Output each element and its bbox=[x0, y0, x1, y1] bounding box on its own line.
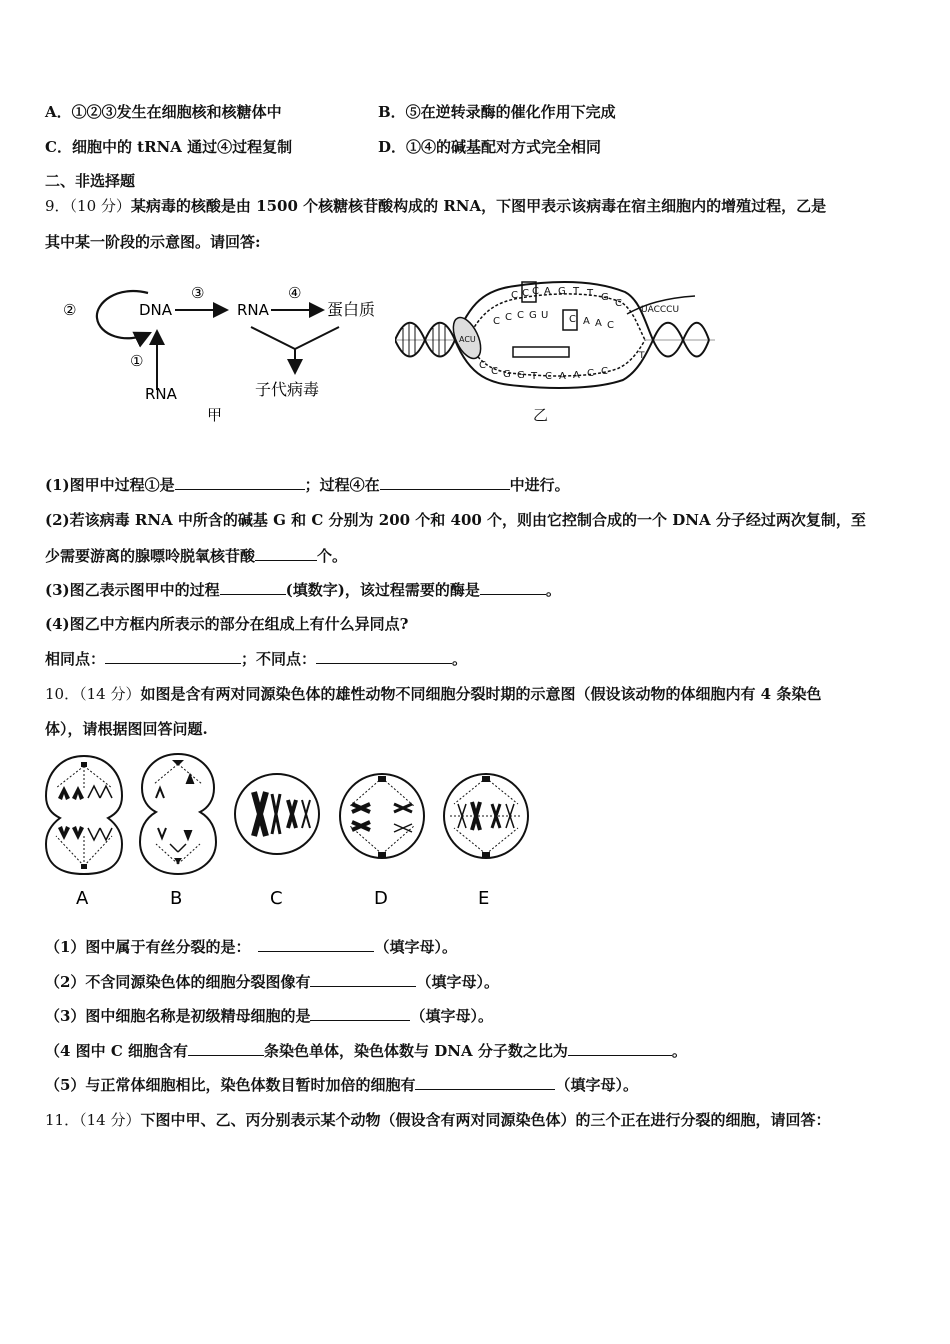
base: G bbox=[517, 370, 525, 381]
q10-sub2 bbox=[45, 972, 499, 992]
base: T bbox=[587, 288, 594, 299]
q9-sub3-c: 。 bbox=[545, 581, 561, 599]
q10-sub1 bbox=[45, 937, 457, 957]
q10-s4-b: 条染色单体，染色体数与 DNA 分子数之比为 bbox=[264, 1042, 568, 1060]
label-protein: 蛋白质 bbox=[327, 300, 376, 319]
q9-number: 9． bbox=[45, 197, 70, 215]
q9-sub1-a: (1)图甲中过程①是 bbox=[45, 476, 175, 494]
q8-option-b: B．⑤在逆转录酶的催化作用下完成 bbox=[378, 103, 616, 121]
t-base-label: T bbox=[639, 351, 645, 361]
base: C bbox=[587, 368, 594, 379]
q9-sub4-answer bbox=[45, 649, 467, 669]
q11-stem-text: 下图中甲、乙、丙分别表示某个动物（假设含有两对同源染色体）的三个正在进行分裂的细胞，请回答： bbox=[140, 1111, 831, 1129]
rect-enzyme bbox=[513, 347, 569, 357]
base: T bbox=[573, 286, 580, 297]
q9-sub2-line1: (2)若该病毒 RNA 中所含的碱基 G 和 C 分别为 200 个和 400 个，则由它控制合成的一个 DNA 分子经过两次复制，至 bbox=[45, 511, 866, 529]
q10-s4-c: 。 bbox=[671, 1042, 687, 1060]
q9-sub1-c: 中进行。 bbox=[509, 476, 570, 494]
q9-stem-text1: 某病毒的核酸是由 1500 个核糖核苷酸构成的 RNA，下图甲表示该病毒在宿主细胞内的增殖过程，乙是 bbox=[130, 197, 827, 215]
q10-s3-b: （填字母）。 bbox=[410, 1007, 493, 1025]
q9-sub2-c: 个。 bbox=[317, 547, 348, 565]
q10-s3-a: （3）图中细胞名称是初级精母细胞的是 bbox=[45, 1007, 311, 1025]
base: C bbox=[511, 290, 518, 301]
q10-s5-a: （5）与正常体细胞相比，染色体数目暂时加倍的细胞有 bbox=[45, 1076, 416, 1094]
q10-points: （14 分） bbox=[79, 685, 141, 703]
cell-label-d: D bbox=[374, 888, 388, 909]
cell-e bbox=[444, 774, 528, 858]
converge-right bbox=[295, 327, 339, 349]
cell-label-a: A bbox=[76, 888, 89, 909]
label-circle-2: ② bbox=[63, 301, 77, 319]
rna-transcript-bases: UACCCU bbox=[641, 305, 680, 315]
caption-yi: 乙 bbox=[533, 406, 549, 424]
base: C bbox=[517, 310, 524, 321]
q11-number: 11． bbox=[45, 1111, 80, 1129]
converge-left bbox=[251, 327, 295, 349]
base: G bbox=[503, 369, 511, 380]
q9-sub2-line2 bbox=[45, 546, 347, 566]
figure-yi bbox=[395, 262, 715, 430]
q9-sub4: (4)图乙中方框内所表示的部分在组成上有什么异同点? bbox=[45, 615, 409, 633]
q9-sub1-b: ；过程④在 bbox=[304, 476, 380, 494]
answer-blank[interactable] bbox=[316, 649, 452, 664]
cell-label-e: E bbox=[478, 888, 490, 909]
base: C bbox=[532, 286, 539, 297]
base: A bbox=[583, 316, 590, 327]
label-offspring: 子代病毒 bbox=[255, 380, 320, 399]
label-dna: DNA bbox=[139, 301, 173, 319]
q11-points: （14 分） bbox=[79, 1111, 141, 1129]
q11-stem bbox=[45, 1110, 830, 1130]
base: C bbox=[601, 366, 608, 377]
q10-number: 10． bbox=[45, 685, 80, 703]
bubble-top-strand bbox=[455, 282, 653, 340]
answer-blank[interactable] bbox=[105, 649, 241, 664]
answer-blank[interactable] bbox=[255, 546, 317, 561]
q10-s2-a: （2）不含同源染色体的细胞分裂图像有 bbox=[45, 973, 311, 991]
label-circle-4: ④ bbox=[288, 284, 302, 302]
base: C bbox=[479, 360, 486, 371]
cell-d bbox=[340, 774, 424, 858]
q9-sub3-b: (填数字)，该过程需要的酶是 bbox=[285, 581, 480, 599]
base: A bbox=[573, 370, 580, 381]
answer-blank[interactable] bbox=[175, 475, 305, 490]
answer-blank[interactable] bbox=[310, 972, 416, 987]
base: G bbox=[601, 292, 609, 303]
base: G bbox=[558, 286, 566, 297]
base: A bbox=[559, 371, 566, 382]
base: C bbox=[615, 298, 622, 309]
q10-sub5 bbox=[45, 1075, 638, 1095]
figure-cell-division bbox=[40, 748, 540, 913]
q9-sub2-b: 少需要游离的腺嘌呤脱氧核苷酸 bbox=[45, 547, 256, 565]
q8-option-a: A．①②③发生在细胞核和核糖体中 bbox=[45, 103, 282, 121]
cell-label-c: C bbox=[270, 888, 283, 909]
q10-stem-line2: 体），请根据图回答问题. bbox=[45, 720, 208, 738]
oval-label: ACU bbox=[459, 335, 476, 344]
answer-blank[interactable] bbox=[220, 580, 286, 595]
cell-label-b: B bbox=[170, 888, 183, 909]
q9-stem-line1 bbox=[45, 196, 826, 216]
q10-sub3 bbox=[45, 1006, 493, 1026]
cell-b bbox=[140, 754, 216, 874]
label-rna-mid: RNA bbox=[237, 301, 269, 319]
base: T bbox=[531, 371, 538, 382]
q10-s1-a: （1）图中属于有丝分裂的是： bbox=[45, 938, 251, 956]
base: C bbox=[607, 320, 614, 331]
q10-s5-b: （填字母）。 bbox=[555, 1076, 638, 1094]
mid-strand-bases bbox=[493, 310, 614, 331]
base: G bbox=[529, 310, 537, 321]
answer-blank[interactable] bbox=[310, 1006, 410, 1021]
base: C bbox=[505, 312, 512, 323]
q9-points: （10 分） bbox=[69, 197, 131, 215]
base: A bbox=[544, 286, 551, 297]
answer-blank[interactable] bbox=[568, 1041, 672, 1056]
top-strand-bases bbox=[511, 286, 622, 309]
caption-jia: 甲 bbox=[207, 406, 223, 424]
base: A bbox=[595, 318, 602, 329]
base: U bbox=[541, 310, 549, 321]
answer-blank[interactable] bbox=[415, 1075, 555, 1090]
cell-c bbox=[235, 774, 319, 854]
answer-blank[interactable] bbox=[188, 1041, 264, 1056]
base: C bbox=[493, 316, 500, 327]
label-circle-1: ① bbox=[130, 352, 144, 370]
cell-a bbox=[46, 756, 122, 874]
label-rna-bottom: RNA bbox=[145, 385, 177, 403]
q10-s4-a: （4 图中 C 细胞含有 bbox=[45, 1042, 189, 1060]
label-circle-3: ③ bbox=[191, 284, 205, 302]
label-diff: ；不同点： bbox=[241, 650, 317, 668]
q9-stem-line2: 其中某一阶段的示意图。请回答: bbox=[45, 233, 261, 251]
q8-option-d: D．①④的碱基配对方式完全相同 bbox=[378, 138, 602, 156]
answer-blank[interactable] bbox=[258, 937, 374, 952]
q9-sub3-a: (3)图乙表示图甲中的过程 bbox=[45, 581, 220, 599]
base: C bbox=[569, 314, 576, 325]
q10-sub4 bbox=[45, 1041, 687, 1061]
q10-s2-b: （填字母）。 bbox=[416, 973, 499, 991]
answer-blank[interactable] bbox=[480, 580, 546, 595]
section-2-title: 二、非选择题 bbox=[45, 172, 136, 190]
base: C bbox=[545, 371, 552, 382]
q8-option-c: C．细胞中的 tRNA 通过④过程复制 bbox=[45, 138, 293, 156]
answer-blank[interactable] bbox=[380, 475, 510, 490]
q10-s1-b: （填字母）。 bbox=[374, 938, 457, 956]
q9-sub3 bbox=[45, 580, 561, 600]
figure-jia bbox=[55, 265, 400, 430]
label-end: 。 bbox=[452, 650, 468, 668]
q10-stem-line1 bbox=[45, 684, 821, 704]
base: C bbox=[522, 288, 529, 299]
q9-sub1 bbox=[45, 475, 570, 495]
base: C bbox=[491, 366, 498, 377]
q10-stem-text1: 如图是含有两对同源染色体的雄性动物不同细胞分裂时期的示意图（假设该动物的体细胞内有 4 条染色 bbox=[140, 685, 822, 703]
label-same: 相同点： bbox=[45, 650, 106, 668]
